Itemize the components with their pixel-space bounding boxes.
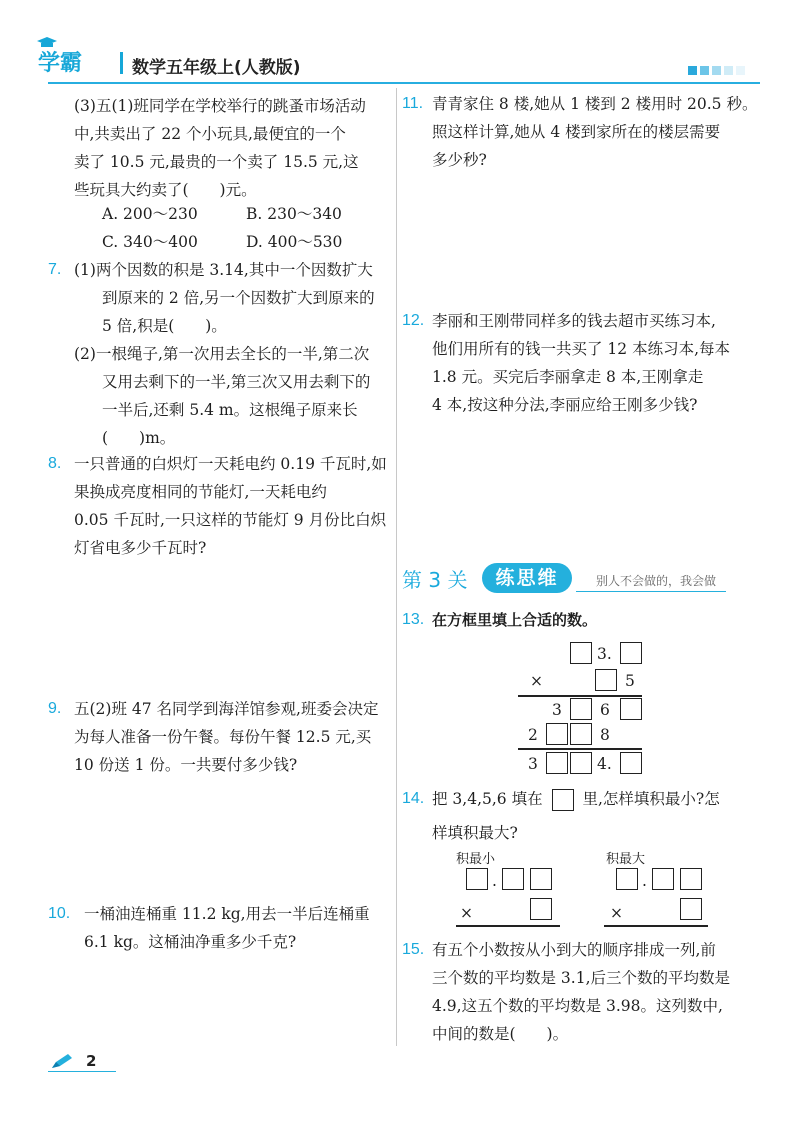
text-line: (2)一根绳子,第一次用去全长的一半,第二次 xyxy=(74,345,370,363)
blank-box[interactable] xyxy=(680,898,702,920)
question-15 xyxy=(432,936,730,1048)
text-line xyxy=(432,785,732,813)
option-b: B. 230～340 xyxy=(246,205,342,223)
digit-label: 8 xyxy=(600,726,610,744)
digit-label: 4. xyxy=(597,755,612,773)
text-line: 些玩具大约卖了( )元。 xyxy=(74,181,257,199)
text-line: 李丽和王刚带同样多的钱去超市买练习本, xyxy=(432,312,716,330)
text-line: 0.05 千瓦时,一只这样的节能灯 9 月份比白炽 xyxy=(74,511,387,529)
question-number: 14. xyxy=(402,790,425,807)
column-divider xyxy=(396,88,397,1046)
text-line: 有五个小数按从小到大的顺序排成一列,前 xyxy=(432,941,716,959)
blank-box[interactable] xyxy=(570,698,592,720)
blank-box[interactable] xyxy=(530,898,552,920)
text-line: (3)五(1)班同学在学校举行的跳蚤市场活动 xyxy=(74,97,366,115)
text-segment: 里,怎样填积最小?怎 xyxy=(582,790,720,808)
text-line: 1.8 元。买完后李丽拿走 8 本,王刚拿走 xyxy=(432,368,704,386)
header-rule xyxy=(48,82,760,84)
text-line: 卖了 10.5 元,最贵的一个卖了 15.5 元,这 xyxy=(74,153,359,171)
times-sign: × xyxy=(610,904,623,922)
text-line: 到原来的 2 倍,另一个因数扩大到原来的 xyxy=(102,289,375,307)
section-banner xyxy=(400,562,730,598)
option-d: D. 400～530 xyxy=(246,233,343,251)
text-line: 4 本,按这种分法,李丽应给王刚多少钱? xyxy=(432,396,698,414)
page-number: 2 xyxy=(86,1052,97,1070)
label-min-product: 积最小 xyxy=(456,852,496,867)
pencil-icon xyxy=(50,1052,76,1070)
question-9 xyxy=(74,695,378,779)
section-slogan: 别人不会做的，我会做 xyxy=(596,574,717,588)
option-a: A. 200～230 xyxy=(102,205,198,223)
question-7 xyxy=(74,256,375,452)
text-line: 6.1 kg。这桶油净重多少千克? xyxy=(84,933,297,951)
text-line: 果换成亮度相同的节能灯,一天耗电约 xyxy=(74,483,327,501)
text-line: 青青家住 8 楼,她从 1 楼到 2 楼用时 20.5 秒。 xyxy=(432,95,758,113)
decor-square xyxy=(712,66,721,75)
blank-box[interactable] xyxy=(652,868,674,890)
blank-box[interactable] xyxy=(530,868,552,890)
section-title: 练思维 xyxy=(482,563,572,593)
decor-square xyxy=(688,66,697,75)
text-line: 又用去剩下的一半,第三次又用去剩下的 xyxy=(102,373,371,391)
blank-box[interactable] xyxy=(620,698,642,720)
blank-box[interactable] xyxy=(620,642,642,664)
blank-box[interactable] xyxy=(546,723,568,745)
question-number: 10. xyxy=(48,905,71,922)
text-line: 10 份送 1 份。一共要付多少钱? xyxy=(74,756,298,774)
text-line: 照这样计算,她从 4 楼到家所在的楼层需要 xyxy=(432,123,721,141)
digit-label: 6 xyxy=(600,701,610,719)
header-separator xyxy=(120,52,123,74)
text-line: 样填积最大? xyxy=(432,824,518,842)
rule-line xyxy=(604,925,708,927)
header-squares xyxy=(688,66,745,75)
decor-square xyxy=(700,66,709,75)
question-8 xyxy=(74,450,387,562)
text-line: 中,共卖出了 22 个小玩具,最便宜的一个 xyxy=(74,125,346,143)
blank-box[interactable] xyxy=(595,669,617,691)
page-header xyxy=(0,0,800,84)
blank-box[interactable] xyxy=(466,868,488,890)
blank-box[interactable] xyxy=(502,868,524,890)
digit-label: 3 xyxy=(528,755,538,773)
digit-label: 3 xyxy=(552,701,562,719)
blank-box[interactable] xyxy=(616,868,638,890)
text-line: 为每人准备一份午餐。每份午餐 12.5 元,买 xyxy=(74,728,372,746)
text-line: 他们用所有的钱一共买了 12 本练习本,每本 xyxy=(432,340,731,358)
question-11 xyxy=(432,90,757,174)
rule-line xyxy=(518,695,642,697)
rule-line xyxy=(518,748,642,750)
times-sign: × xyxy=(460,904,473,922)
section-level: 第 3 关 xyxy=(402,568,468,592)
text-line: 一半后,还剩 5.4 m。这根绳子原来长 xyxy=(102,401,358,419)
blank-box[interactable] xyxy=(570,723,592,745)
book-title: 数学五年级上(人教版) xyxy=(132,58,301,78)
blank-box[interactable] xyxy=(680,868,702,890)
decor-square xyxy=(736,66,745,75)
question-number: 13. xyxy=(402,611,425,628)
question-14 xyxy=(432,785,732,847)
decor-square xyxy=(724,66,733,75)
question-number: 8. xyxy=(48,455,62,472)
text-line: (1)两个因数的积是 3.14,其中一个因数扩大 xyxy=(74,261,373,279)
question-10 xyxy=(84,900,370,956)
question-number: 11. xyxy=(402,95,424,112)
blank-box[interactable] xyxy=(546,752,568,774)
text-line: 5 倍,积是( )。 xyxy=(102,317,227,335)
times-sign: × xyxy=(530,672,543,690)
question-12 xyxy=(432,307,730,419)
text-line: 灯省电多少千瓦时? xyxy=(74,539,207,557)
digit-label: 2 xyxy=(528,726,538,744)
decimal-point: . xyxy=(642,872,647,890)
brand-logo: 学霸 xyxy=(38,51,83,76)
question-number: 9. xyxy=(48,700,62,717)
footer-rule xyxy=(48,1071,116,1072)
digit-label: 3. xyxy=(597,645,612,663)
section-underline xyxy=(576,591,726,592)
text-line: 五(2)班 47 名同学到海洋馆参观,班委会决定 xyxy=(74,700,379,718)
blank-box[interactable] xyxy=(570,642,592,664)
text-segment: 把 3,4,5,6 填在 xyxy=(432,790,543,808)
option-c: C. 340～400 xyxy=(102,233,198,251)
blank-box[interactable] xyxy=(570,752,592,774)
text-line: 在方框里填上合适的数。 xyxy=(432,611,598,629)
label-max-product: 积最大 xyxy=(606,852,646,867)
question-13 xyxy=(432,606,597,634)
question-number: 7. xyxy=(48,261,62,278)
question-number: 12. xyxy=(402,312,425,329)
decimal-point: . xyxy=(492,872,497,890)
text-line: 4.9,这五个数的平均数是 3.98。这列数中, xyxy=(432,997,723,1015)
text-line: ( )m。 xyxy=(102,429,176,447)
blank-box-sample xyxy=(552,789,574,811)
text-line: 多少秒? xyxy=(432,151,487,169)
question-number: 15. xyxy=(402,941,425,958)
text-line: 一桶油连桶重 11.2 kg,用去一半后连桶重 xyxy=(84,905,370,923)
rule-line xyxy=(456,925,560,927)
digit-label: 5 xyxy=(625,672,635,690)
text-line: 三个数的平均数是 3.1,后三个数的平均数是 xyxy=(432,969,731,987)
text-line: 中间的数是( )。 xyxy=(432,1025,569,1043)
blank-box[interactable] xyxy=(620,752,642,774)
text-line: 一只普通的白炽灯一天耗电约 0.19 千瓦时,如 xyxy=(74,455,387,473)
question-6-3 xyxy=(74,92,366,204)
